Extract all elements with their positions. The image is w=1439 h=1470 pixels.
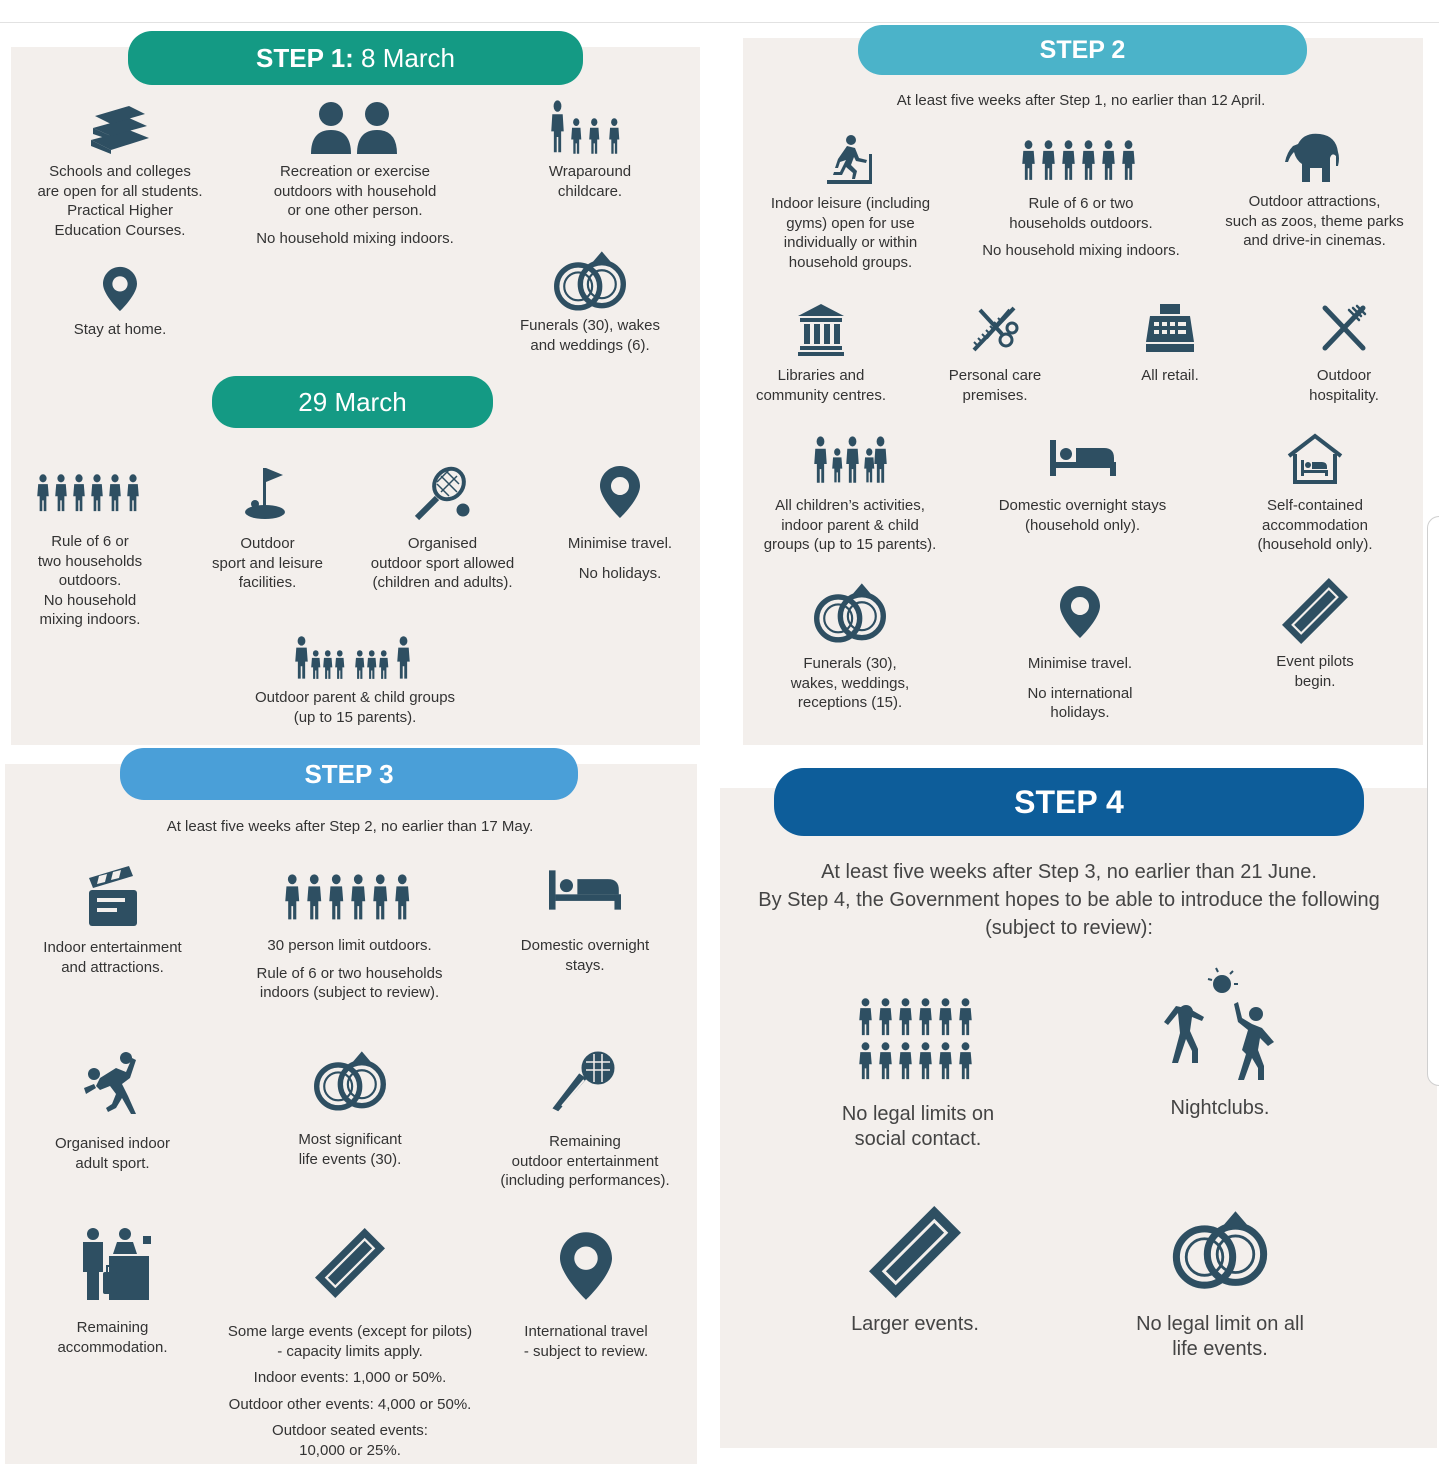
crowd-icon [35, 472, 145, 512]
location-pin-icon [560, 1232, 612, 1300]
step3-rule6-text: Rule of 6 or two households indoors (subject to review). [256, 964, 443, 1001]
rings-icon [312, 1052, 388, 1110]
step4-subtitle: At least five weeks after Step 3, no earlier than 21 June. By Step 4, the Government hopes to be able to introduce the following (subject to review): [758, 861, 1380, 939]
step3-intl-travel-text: International travel - subject to review. [523, 1323, 649, 1360]
step1-title-date: 8 March [353, 43, 455, 73]
step1-wraparound-text: Wraparound childcare. [548, 163, 632, 200]
step3-indoor-events-text: Indoor events: 1,000 or 50%. [253, 1369, 447, 1386]
rings-icon [812, 584, 888, 642]
step3-header [120, 748, 578, 800]
elephant-icon [1286, 132, 1344, 182]
people-icon [309, 100, 401, 156]
step3-life-events [270, 1052, 430, 1169]
scrollbar[interactable] [1427, 516, 1439, 1086]
hotel-reception-icon [73, 1226, 153, 1302]
step2-retail-text: All retail. [1141, 367, 1199, 384]
clapperboard-icon [85, 864, 141, 928]
step2-title: STEP 2 [1039, 36, 1126, 64]
step1-funerals [500, 252, 680, 355]
step1-schools [20, 100, 220, 240]
step2-rule6-text: Rule of 6 or two households outdoors. [1009, 195, 1153, 232]
step3-entertainment [25, 864, 200, 977]
books-icon [89, 100, 151, 156]
step3-subtitle: At least five weeks after Step 2, no earlier than 17 May. [166, 818, 534, 835]
bed-icon [1050, 440, 1116, 476]
step2-subtitle: At least five weeks after Step 1, no earlier than 12 April. [896, 92, 1266, 109]
crowd-icon [857, 996, 979, 1084]
bed-icon [549, 870, 621, 910]
step2-overnight [975, 440, 1190, 535]
ticket-icon [315, 1228, 385, 1298]
microphone-icon [550, 1048, 620, 1116]
march29-no-holidays-text: No holidays. [578, 564, 662, 582]
step4-nightclubs [1120, 968, 1320, 1121]
step2-no-international-text: No international holidays. [1027, 684, 1133, 721]
march29-parent-child-text: Outdoor parent & child groups (up to 15 parents). [254, 689, 456, 726]
step3-large-events-text: Some large events (except for pilots) - capacity limits apply. [227, 1323, 473, 1360]
step3-life-events-text: Most significant life events (30). [298, 1131, 402, 1168]
step2-minimise [1000, 586, 1160, 723]
treadmill-icon [825, 134, 877, 186]
step2-retail [1110, 302, 1230, 386]
dancers-icon [1160, 968, 1280, 1084]
rings-icon [552, 252, 628, 310]
step1-title-bold: STEP 1: [256, 43, 354, 73]
step2-self-contained-text: Self-contained accommodation (household only). [1257, 497, 1373, 553]
march29-minimise [545, 466, 695, 583]
step2-header [858, 25, 1307, 75]
step4-title: STEP 4 [1014, 784, 1124, 820]
step2-event-pilots [1250, 578, 1380, 691]
top-divider [0, 22, 1439, 23]
step4-larger [820, 1206, 1010, 1337]
step3-large-events [205, 1228, 495, 1460]
ticket-icon [869, 1206, 961, 1298]
scissors-comb-icon [968, 302, 1022, 356]
step2-indoor-leisure [758, 134, 943, 272]
step3-intl-travel [505, 1232, 667, 1361]
step3-title: STEP 3 [304, 759, 394, 789]
step3-entertainment-text: Indoor entertainment and attractions. [43, 939, 182, 976]
step1-wraparound [510, 100, 670, 201]
march29-outdoor-sport-text: Outdoor sport and leisure facilities. [212, 535, 323, 591]
march29-rule6 [15, 472, 165, 630]
golf-icon [243, 466, 293, 520]
step2-minimise-text: Minimise travel. [1027, 655, 1133, 672]
step2-attractions-text: Outdoor attractions, such as zoos, theme parks and drive-in cinemas. [1225, 193, 1404, 249]
step4-larger-text: Larger events. [851, 1313, 979, 1335]
step3-limit30-text: 30 person limit outdoors. [267, 937, 432, 954]
march29-title: 29 March [298, 387, 407, 417]
step1-recreation-note: No household mixing indoors. [256, 229, 454, 247]
march29-rule6-text: Rule of 6 or two households outdoors. No household mixing indoors. [37, 533, 143, 628]
crowd-icon [283, 872, 417, 922]
step2-funerals-text: Funerals (30), wakes, weddings, receptions (15). [790, 655, 910, 711]
step2-rule6 [965, 138, 1197, 261]
step1-stay-home [40, 266, 200, 340]
step2-children-text: All children’s activities, indoor parent & child groups (up to 15 parents). [763, 497, 937, 553]
step2-children [750, 434, 950, 555]
step1-recreation [240, 100, 470, 248]
step2-hospitality-text: Outdoor hospitality. [1309, 367, 1379, 404]
family-icon [549, 100, 631, 156]
step1-funerals-text: Funerals (30), wakes and weddings (6). [519, 317, 661, 354]
step2-indoor-leisure-text: Indoor leisure (including gyms) open for use individually or within household groups. [770, 195, 931, 271]
step4-nightclubs-text: Nightclubs. [1170, 1097, 1270, 1119]
step3-adult-sport-text: Organised indoor adult sport. [54, 1135, 171, 1172]
step2-libraries-text: Libraries and community centres. [755, 367, 887, 404]
wrestling-icon [80, 1046, 146, 1118]
step4-social-text: No legal limits on social contact. [841, 1103, 995, 1150]
step2-rule6-note: No household mixing indoors. [982, 242, 1180, 259]
march29-minimise-text: Minimise travel. [567, 535, 673, 552]
step3-overnight [505, 870, 665, 975]
library-icon [796, 302, 846, 356]
step3-outdoor-other-text: Outdoor other events: 4,000 or 50%. [228, 1395, 472, 1413]
location-pin-icon [103, 266, 137, 312]
step1-recreation-text: Recreation or exercise outdoors with household or one other person. [273, 163, 437, 219]
march29-parent-child [225, 636, 485, 727]
step4-life-text: No legal limit on all life events. [1136, 1313, 1304, 1360]
step2-libraries [746, 302, 896, 405]
march29-organised-text: Organised outdoor sport allowed (children and adults). [370, 535, 515, 591]
step3-limit30 [222, 872, 477, 1003]
rings-icon [1170, 1212, 1270, 1288]
step2-attractions [1212, 132, 1417, 251]
cutlery-icon [1319, 302, 1369, 354]
step1-header [128, 31, 583, 85]
tennis-icon [413, 466, 473, 520]
step3-accommodation-text: Remaining accommodation. [57, 1319, 168, 1356]
step2-self-contained [1230, 432, 1400, 555]
cash-register-icon [1144, 302, 1196, 354]
step2-personal-care [925, 302, 1065, 405]
step3-outdoor-ent-text: Remaining outdoor entertainment (including performances). [500, 1133, 670, 1189]
step4-header [774, 768, 1364, 836]
march29-outdoor-sport [195, 466, 340, 593]
family-icon [293, 636, 417, 680]
march29-organised [355, 466, 530, 593]
march29-header [212, 376, 493, 428]
location-pin-icon [1060, 586, 1100, 638]
crowd-icon [1020, 138, 1142, 182]
step2-event-pilots-text: Event pilots begin. [1276, 653, 1354, 690]
step1-stay-home-text: Stay at home. [73, 321, 167, 338]
step3-accommodation [35, 1226, 190, 1357]
step4-social [808, 996, 1028, 1152]
step3-overnight-text: Domestic overnight stays. [520, 937, 650, 974]
step2-personal-care-text: Personal care premises. [948, 367, 1042, 404]
step2-hospitality [1285, 302, 1403, 405]
location-pin-icon [600, 466, 640, 518]
step2-funerals [765, 584, 935, 713]
family-icon [812, 434, 888, 484]
step2-overnight-text: Domestic overnight stays (household only). [998, 497, 1167, 534]
ticket-icon [1282, 578, 1348, 644]
step4-life [1100, 1212, 1340, 1362]
step1-schools-text: Schools and colleges are open for all students. Practical Higher Education Courses. [37, 163, 203, 239]
step3-outdoor-ent [485, 1048, 685, 1191]
step3-outdoor-seated-text: Outdoor seated events: 10,000 or 25%. [272, 1422, 428, 1459]
step3-adult-sport [30, 1046, 195, 1173]
house-bed-icon [1285, 432, 1345, 486]
